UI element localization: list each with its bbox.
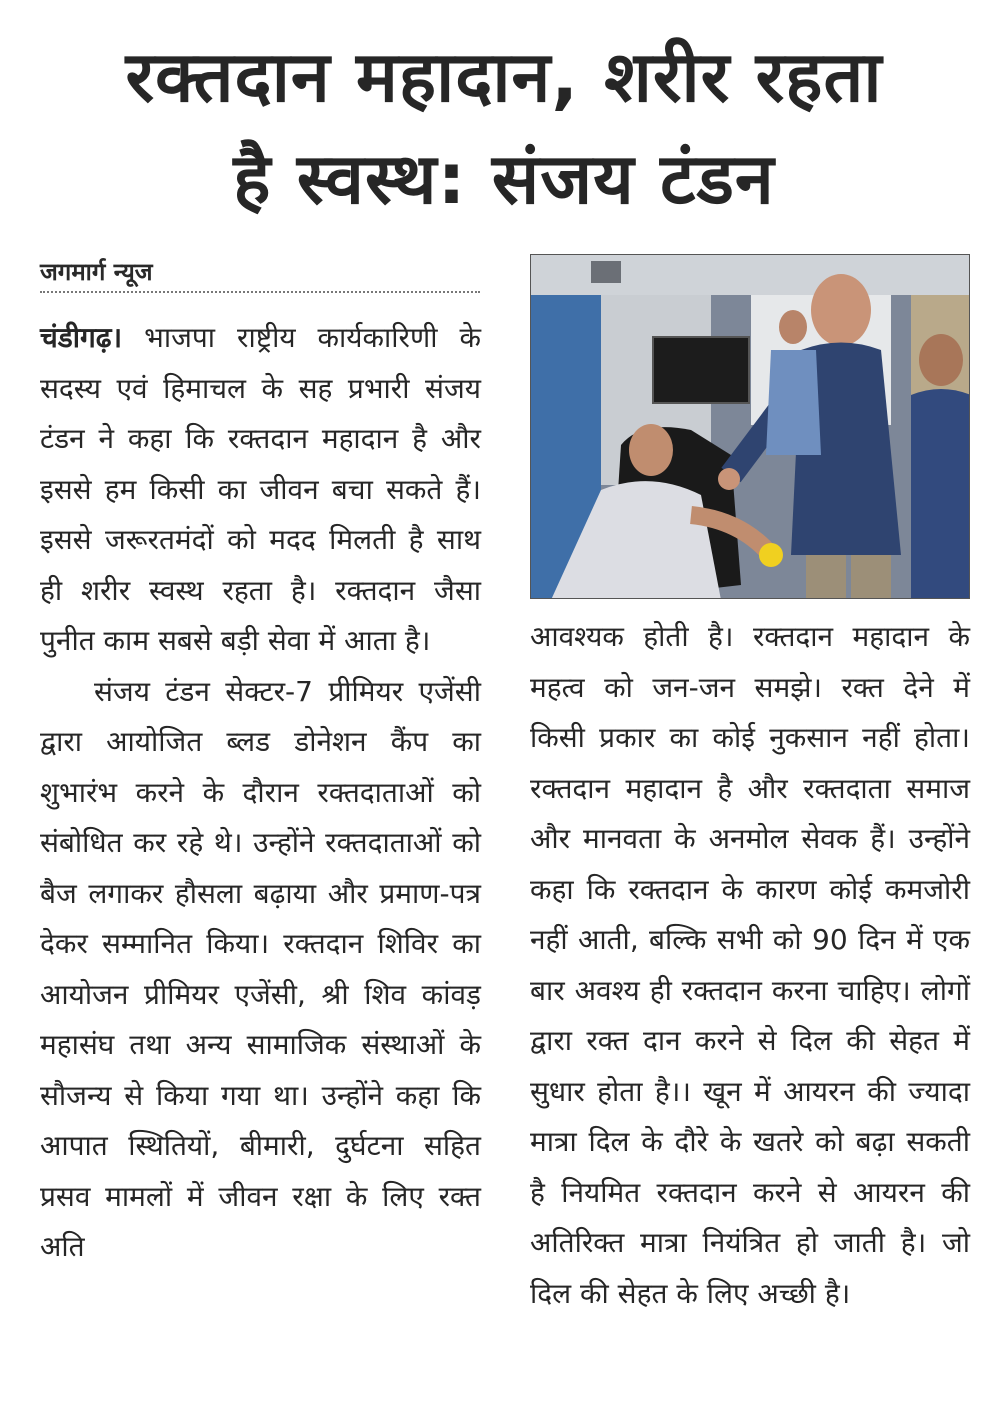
headline-line-1: रक्तदान महादान, शरीर रहता (125, 36, 883, 118)
byline: जगमार्ग न्यूज (40, 255, 480, 293)
article-column-right (530, 612, 970, 1319)
headline-line-2: है स्वस्थ: संजय टंडन (233, 138, 775, 220)
dateline: चंडीगढ़। (40, 321, 123, 354)
blood-donation-camp-photo (531, 255, 970, 599)
article-paragraph-1 (40, 313, 481, 667)
article-photo (530, 254, 970, 599)
article-paragraph-1-text: भाजपा राष्ट्रीय कार्यकारिणी के सदस्य एवं हिमाचल के सह प्रभारी संजय टंडन ने कहा कि रक्तदान महादान है और इससे हम किसी का जीवन बचा सकते हैं। इससे जरूरतमंदों को मदद मिलती है साथ ही शरीर स्वस्थ रहता है। रक्तदान जैसा पुनीत काम सबसे बड़ी सेवा में आता है। (40, 321, 482, 657)
article-column-left (40, 313, 481, 1273)
article-paragraph-2: संजय टंडन सेक्टर-7 प्रीमियर एजेंसी द्वारा आयोजित ब्लड डोनेशन कैंप का शुभारंभ करने के दौरान रक्तदाताओं को संबोधित कर रहे थे। उन्होंने रक्तदाताओं को बैज लगाकर हौसला बढ़ाया और प्रमाण-पत्र देकर सम्मानित किया। रक्तदान शिविर का आयोजन प्रीमियर एजेंसी, श्री शिव कांवड़ महासंघ तथा अन्य सामाजिक संस्थाओं के सौजन्य से किया गया था। उन्होंने कहा कि आपात स्थितियों, बीमारी, दुर्घटना सहित प्रसव मामलों में जीवन रक्षा के लिए रक्त अति (40, 674, 481, 1263)
headline (30, 26, 978, 230)
article-paragraph-3: आवश्यक होती है। रक्तदान महादान के महत्व को जन-जन समझे। रक्त देने में किसी प्रकार का कोई नुकसान नहीं होता। रक्तदान महादान है और रक्तदाता समाज और मानवता के अनमोल सेवक हैं। उन्होंने कहा कि रक्तदान के कारण कोई कमजोरी नहीं आती, बल्कि सभी को 90 दिन में एक बार अवश्य ही रक्तदान करना चाहिए। लोगों द्वारा रक्त दान करने से दिल की सेहत में सुधार होता है।। खून में आयरन की ज्यादा मात्रा दिल के दौरे के खतरे को बढ़ा सकती है नियमित रक्तदान करने से आयरन की अतिरिक्त मात्रा नियंत्रित हो जाती है। जो दिल की सेहत के लिए अच्छी है। (530, 620, 970, 1310)
